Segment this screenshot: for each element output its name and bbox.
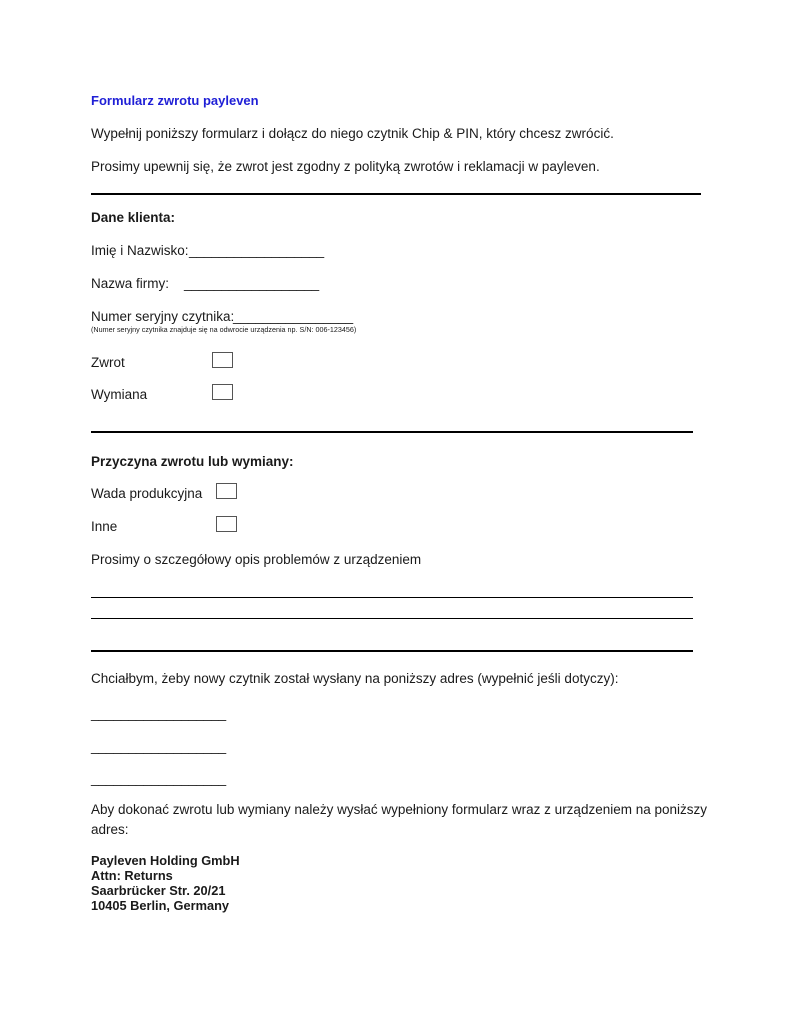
intro-text-2: Prosimy upewnij się, że zwrot jest zgodny z polityką zwrotów i reklamacji w payleven. [91,159,600,174]
other-option-label: Inne [91,519,118,534]
defect-checkbox[interactable] [216,483,237,499]
return-option-label: Zwrot [91,355,125,370]
instructions-line-2: adres: [91,822,129,837]
exchange-option-label: Wymiana [91,387,148,402]
address-company: Payleven Holding GmbH [91,853,240,868]
intro-text-1: Wypełnij poniższy formularz i dołącz do niego czytnik Chip & PIN, który chcesz zwrócić. [91,126,614,141]
description-line-1[interactable] [91,597,693,598]
section-divider-top [91,193,701,195]
address-street: Saarbrücker Str. 20/21 [91,883,226,898]
shipping-address-line-3[interactable]: __________________ [91,771,227,786]
other-checkbox[interactable] [216,516,237,532]
name-field[interactable]: __________________ [189,243,325,258]
serial-hint: (Numer seryjny czytnika znajduje się na odwrocie urządzenia np. S/N: 006-123456) [91,325,357,334]
instructions-line-1: Aby dokonać zwrotu lub wymiany należy wysłać wypełniony formularz wraz z urządzeniem na poniższy [91,802,708,817]
description-line-3[interactable] [91,650,693,652]
shipping-address-line-2[interactable]: __________________ [91,739,227,754]
defect-option-label: Wada produkcyjna [91,486,203,501]
description-line-2[interactable] [91,618,693,619]
shipping-address-line-1[interactable]: __________________ [91,706,227,721]
address-city: 10405 Berlin, Germany [91,898,229,913]
serial-label: Numer seryjny czytnika: [91,309,235,324]
reason-section-heading: Przyczyna zwrotu lub wymiany: [91,454,294,469]
customer-section-heading: Dane klienta: [91,210,176,225]
form-title: Formularz zwrotu payleven [91,93,259,108]
company-field[interactable]: __________________ [184,276,320,291]
name-label: Imię i Nazwisko: [91,243,189,258]
return-checkbox[interactable] [212,352,233,368]
company-label: Nazwa firmy: [91,276,170,291]
section-divider-middle [91,431,693,433]
description-prompt: Prosimy o szczegółowy opis problemów z urządzeniem [91,552,422,567]
address-attn: Attn: Returns [91,868,173,883]
exchange-checkbox[interactable] [212,384,233,400]
shipping-prompt: Chciałbym, żeby nowy czytnik został wysłany na poniższy adres (wypełnić jeśli dotyczy): [91,671,619,686]
serial-field[interactable]: ________________ [233,309,354,324]
